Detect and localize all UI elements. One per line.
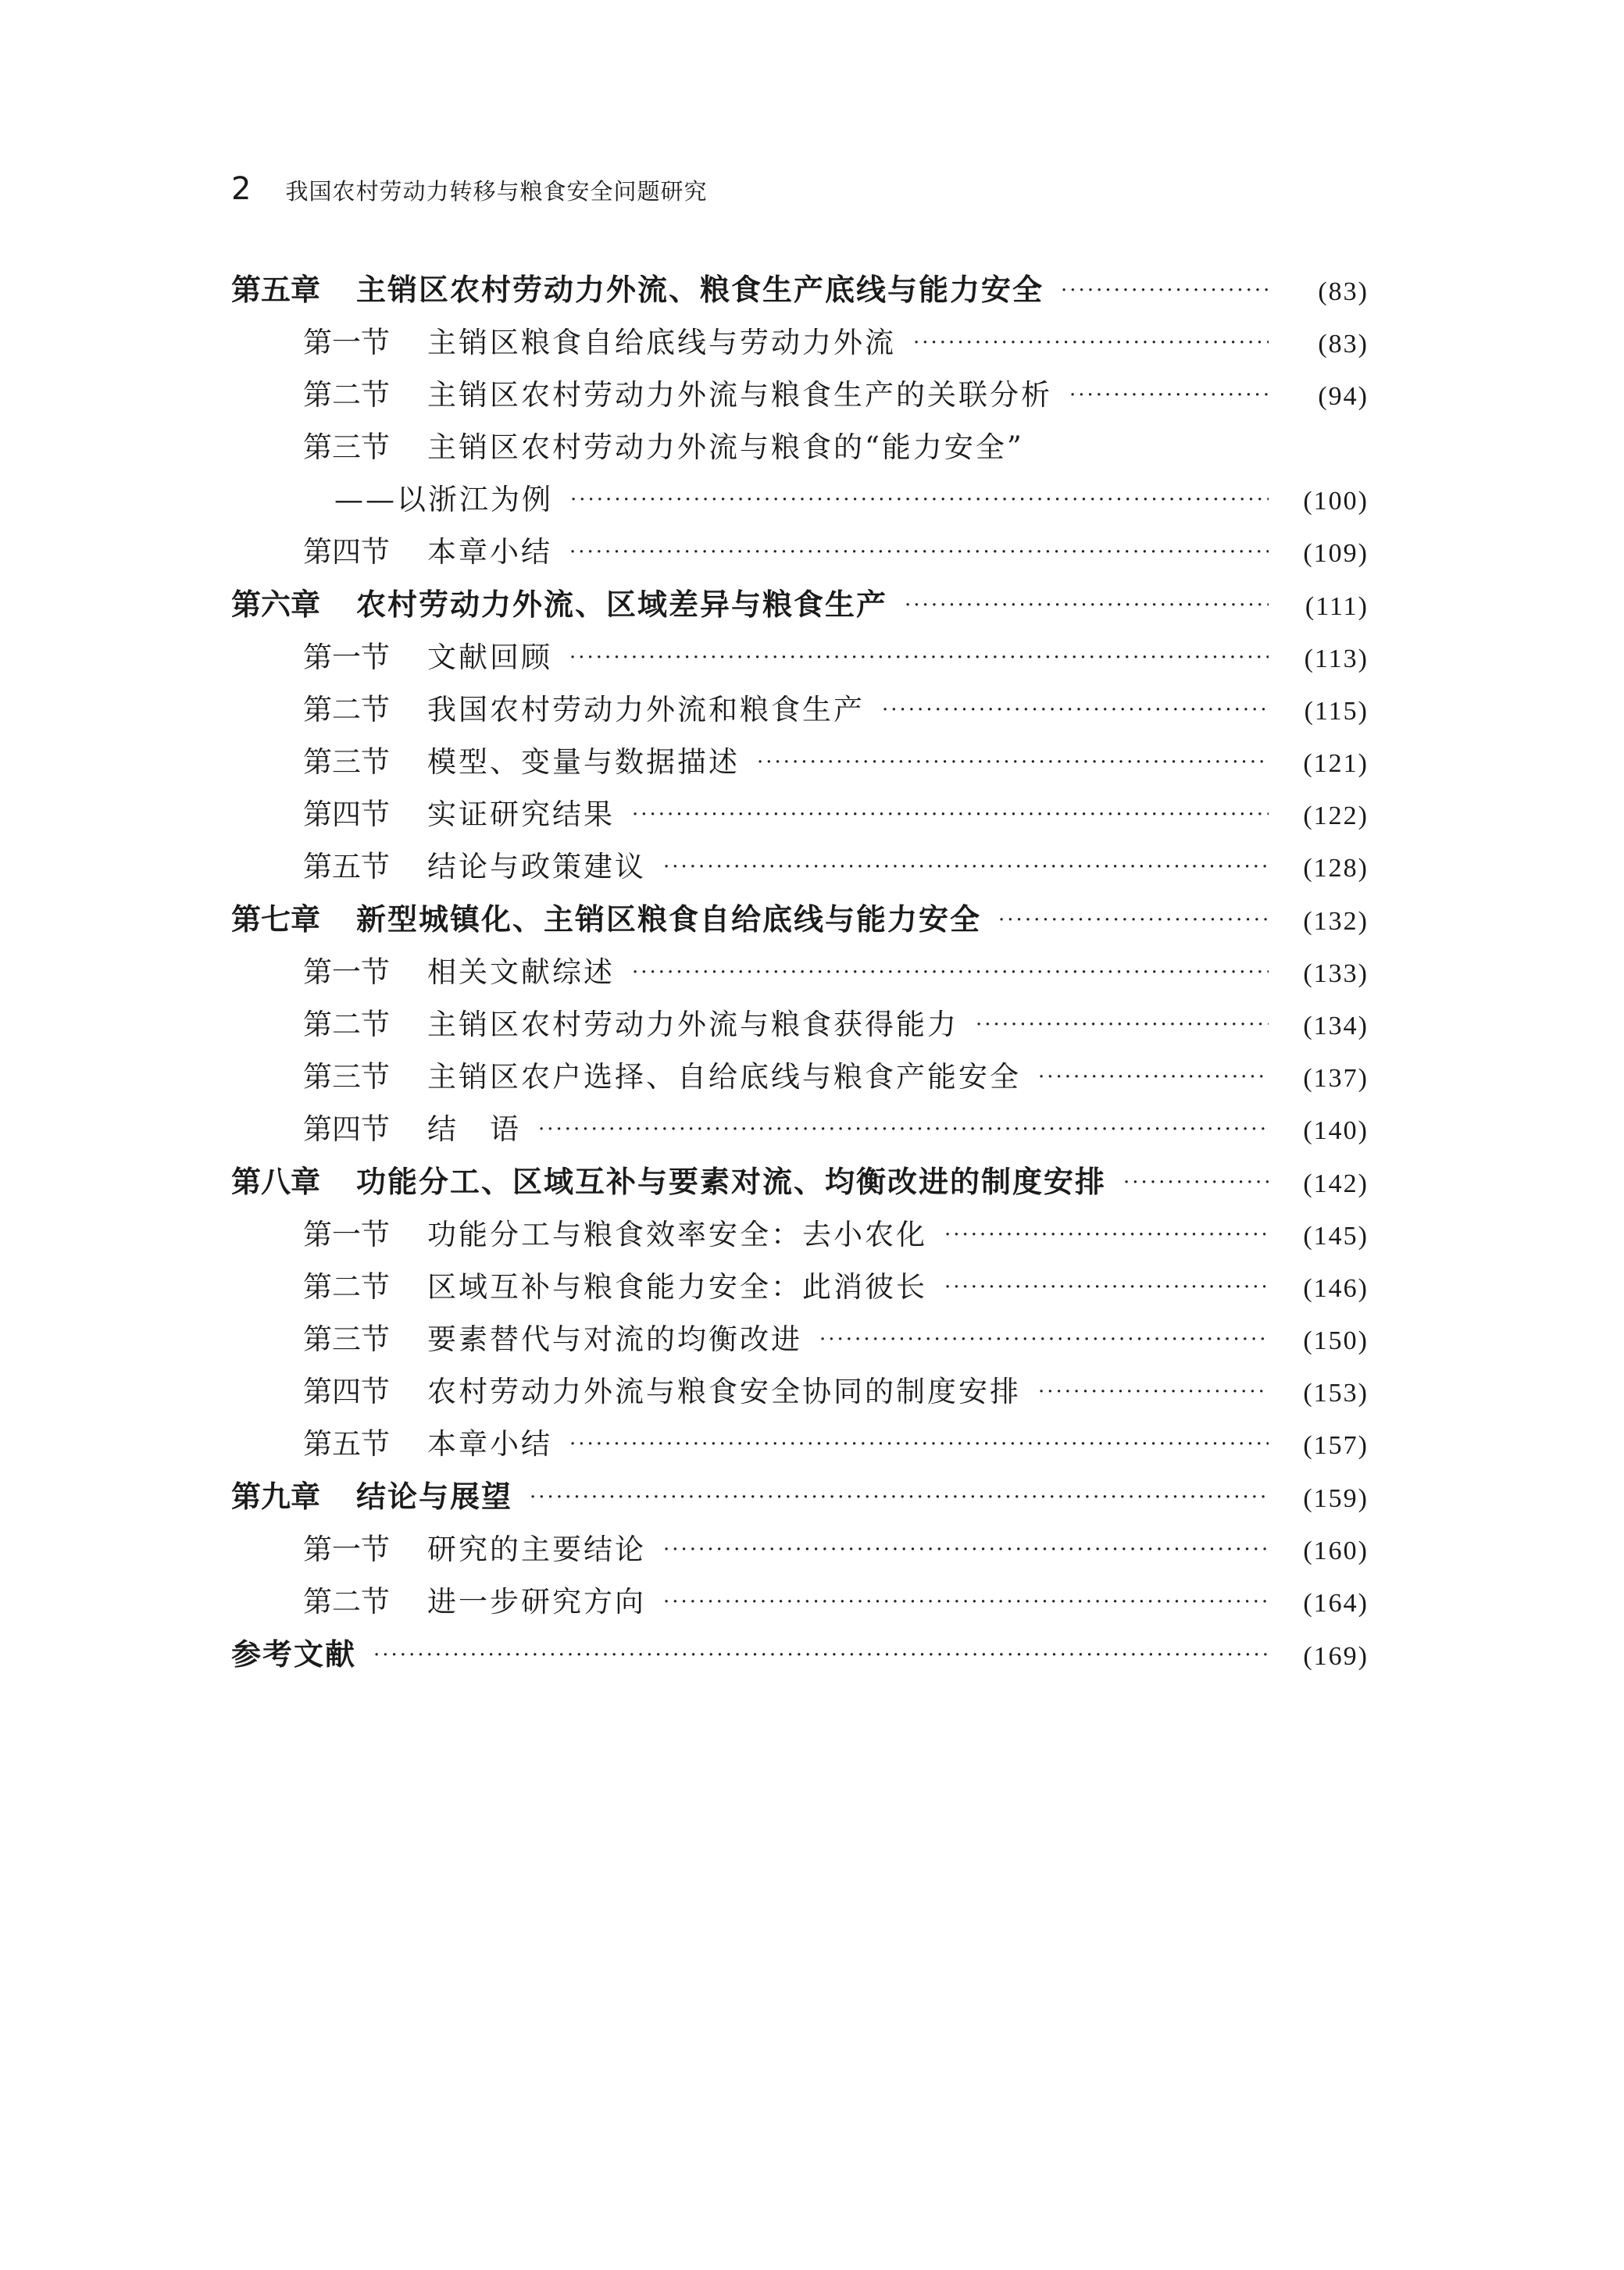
chapter-number: 第八章 xyxy=(231,1164,321,1199)
page-ref: (169) xyxy=(1303,1642,1369,1671)
toc-references[interactable] xyxy=(231,1630,1369,1686)
dot-leader xyxy=(373,1644,1269,1667)
page-ref: (157) xyxy=(1303,1431,1369,1460)
table-of-contents xyxy=(231,266,1369,1686)
dot-leader xyxy=(663,1590,1269,1614)
toc-section-8-2[interactable] xyxy=(231,1263,1369,1315)
section-number: 第三节 xyxy=(303,430,390,464)
page-number: 2 xyxy=(231,171,252,207)
section-title: 结论与政策建议 xyxy=(427,850,646,883)
section-number: 第二节 xyxy=(303,378,390,412)
chapter-title: 农村劳动力外流、区域差异与粮食生产 xyxy=(356,587,888,622)
section-number: 第四节 xyxy=(303,798,390,831)
section-title: 主销区农村劳动力外流与粮食获得能力 xyxy=(427,1008,958,1041)
page-ref: (137) xyxy=(1303,1064,1369,1093)
page-ref: (142) xyxy=(1303,1169,1369,1198)
page-ref: (159) xyxy=(1303,1484,1369,1513)
page-ref: (122) xyxy=(1303,801,1369,830)
section-title: 进一步研究方向 xyxy=(427,1585,646,1619)
page-ref: (140) xyxy=(1303,1116,1369,1145)
section-title: 实证研究结果 xyxy=(427,798,615,831)
section-title: 本章小结 xyxy=(427,535,552,569)
toc-section-6-1[interactable] xyxy=(231,634,1369,686)
section-number: 第一节 xyxy=(303,955,390,989)
dot-leader xyxy=(882,698,1269,722)
page-ref: (133) xyxy=(1303,959,1369,988)
page-ref: (83) xyxy=(1318,330,1369,359)
section-title: 我国农村劳动力外流和粮食生产 xyxy=(427,693,865,726)
toc-section-8-3[interactable] xyxy=(231,1315,1369,1368)
toc-section-7-2[interactable] xyxy=(231,1001,1369,1053)
section-number: 第二节 xyxy=(303,1270,390,1304)
toc-chapter-8[interactable] xyxy=(231,1158,1369,1211)
section-title: 结 语 xyxy=(427,1112,521,1146)
dot-leader xyxy=(569,1433,1269,1456)
dot-leader xyxy=(944,1223,1269,1247)
toc-section-8-1[interactable] xyxy=(231,1211,1369,1263)
section-subtitle: ——以浙江为例 xyxy=(334,483,553,516)
page-ref: (164) xyxy=(1303,1589,1369,1618)
section-number: 第三节 xyxy=(303,1060,390,1094)
chapter-title: 主销区农村劳动力外流、粮食生产底线与能力安全 xyxy=(356,272,1044,307)
dot-leader xyxy=(1069,384,1269,407)
toc-section-5-3-continued[interactable] xyxy=(231,476,1369,528)
dot-leader xyxy=(632,803,1269,826)
toc-section-7-4[interactable] xyxy=(231,1105,1369,1158)
toc-section-7-3[interactable] xyxy=(231,1053,1369,1105)
dot-leader xyxy=(1061,279,1269,302)
page-ref: (128) xyxy=(1303,854,1369,883)
toc-section-5-2[interactable] xyxy=(231,371,1369,423)
section-number: 第五节 xyxy=(303,850,390,883)
section-number: 第四节 xyxy=(303,535,390,569)
page-ref: (150) xyxy=(1303,1326,1369,1355)
section-title: 主销区粮食自给底线与劳动力外流 xyxy=(427,326,896,359)
toc-section-5-3[interactable] xyxy=(231,423,1369,476)
section-number: 第二节 xyxy=(303,1585,390,1619)
dot-leader xyxy=(569,646,1269,669)
page-ref: (160) xyxy=(1303,1537,1369,1565)
toc-chapter-9[interactable] xyxy=(231,1472,1369,1526)
section-number: 第三节 xyxy=(303,745,390,779)
dot-leader xyxy=(530,1486,1269,1509)
chapter-number: 第九章 xyxy=(231,1479,321,1514)
references-title: 参考文献 xyxy=(231,1636,357,1672)
chapter-number: 第六章 xyxy=(231,587,321,622)
chapter-number: 第五章 xyxy=(231,272,321,307)
section-number: 第一节 xyxy=(303,641,390,674)
dot-leader xyxy=(998,908,1269,932)
toc-section-6-3[interactable] xyxy=(231,738,1369,791)
page-ref: (121) xyxy=(1303,749,1369,778)
page-ref: (111) xyxy=(1305,592,1369,621)
section-title: 主销区农户选择、自给底线与粮食产能安全 xyxy=(427,1060,1021,1094)
section-title: 本章小结 xyxy=(427,1427,552,1461)
toc-section-5-1[interactable] xyxy=(231,319,1369,371)
dot-leader xyxy=(944,1276,1269,1299)
dot-leader xyxy=(663,855,1269,879)
dot-leader xyxy=(905,594,1269,617)
page-ref: (115) xyxy=(1304,697,1369,726)
section-number: 第四节 xyxy=(303,1112,390,1146)
section-title: 主销区农村劳动力外流与粮食生产的关联分析 xyxy=(427,378,1052,412)
running-head xyxy=(231,166,707,205)
page-ref: (83) xyxy=(1318,277,1369,306)
page-ref: (153) xyxy=(1303,1379,1369,1408)
toc-chapter-5[interactable] xyxy=(231,266,1369,319)
dot-leader xyxy=(538,1118,1269,1141)
chapter-title: 新型城镇化、主销区粮食自给底线与能力安全 xyxy=(356,901,982,937)
section-number: 第一节 xyxy=(303,326,390,359)
page-ref: (134) xyxy=(1303,1012,1369,1040)
toc-section-6-4[interactable] xyxy=(231,791,1369,843)
section-number: 第三节 xyxy=(303,1322,390,1356)
section-title: 相关文献综述 xyxy=(427,955,615,989)
section-title: 区域互补与粮食能力安全：此消彼长 xyxy=(427,1270,927,1304)
dot-leader xyxy=(569,541,1269,564)
toc-section-8-4[interactable] xyxy=(231,1368,1369,1420)
dot-leader xyxy=(632,961,1269,984)
book-title: 我国农村劳动力转移与粮食安全问题研究 xyxy=(285,178,708,205)
toc-section-6-2[interactable] xyxy=(231,686,1369,738)
dot-leader xyxy=(663,1538,1269,1562)
section-title: 主销区农村劳动力外流与粮食的“能力安全” xyxy=(427,430,1024,464)
section-title: 要素替代与对流的均衡改进 xyxy=(427,1322,802,1356)
toc-section-8-5[interactable] xyxy=(231,1420,1369,1472)
page-ref: (100) xyxy=(1303,487,1369,516)
toc-chapter-7[interactable] xyxy=(231,895,1369,948)
section-title: 模型、变量与数据描述 xyxy=(427,745,740,779)
chapter-number: 第七章 xyxy=(231,901,321,937)
toc-section-5-4[interactable] xyxy=(231,528,1369,580)
section-title: 文献回顾 xyxy=(427,641,552,674)
section-title: 农村劳动力外流与粮食安全协同的制度安排 xyxy=(427,1375,1021,1408)
dot-leader xyxy=(1038,1380,1269,1404)
section-number: 第二节 xyxy=(303,1008,390,1041)
page-ref: (145) xyxy=(1303,1222,1369,1251)
page-ref: (132) xyxy=(1303,907,1369,936)
page-ref: (146) xyxy=(1303,1274,1369,1303)
page-ref: (109) xyxy=(1303,539,1369,568)
section-number: 第二节 xyxy=(303,693,390,726)
toc-section-6-5[interactable] xyxy=(231,843,1369,895)
dot-leader xyxy=(913,331,1269,355)
dot-leader xyxy=(1038,1065,1269,1089)
chapter-title: 结论与展望 xyxy=(356,1479,513,1514)
toc-chapter-6[interactable] xyxy=(231,580,1369,634)
dot-leader xyxy=(976,1013,1269,1037)
section-title: 研究的主要结论 xyxy=(427,1533,646,1566)
dot-leader xyxy=(819,1328,1269,1351)
dot-leader xyxy=(570,488,1269,512)
section-number: 第一节 xyxy=(303,1533,390,1566)
section-number: 第五节 xyxy=(303,1427,390,1461)
page-ref: (113) xyxy=(1304,644,1369,673)
toc-section-9-2[interactable] xyxy=(231,1578,1369,1630)
chapter-title: 功能分工、区域互补与要素对流、均衡改进的制度安排 xyxy=(356,1164,1107,1199)
toc-section-7-1[interactable] xyxy=(231,948,1369,1001)
section-number: 第一节 xyxy=(303,1218,390,1251)
dot-leader xyxy=(757,751,1269,774)
dot-leader xyxy=(1123,1171,1269,1194)
section-number: 第四节 xyxy=(303,1375,390,1408)
toc-section-9-1[interactable] xyxy=(231,1526,1369,1578)
page-ref: (94) xyxy=(1318,382,1369,411)
section-title: 功能分工与粮食效率安全：去小农化 xyxy=(427,1218,927,1251)
